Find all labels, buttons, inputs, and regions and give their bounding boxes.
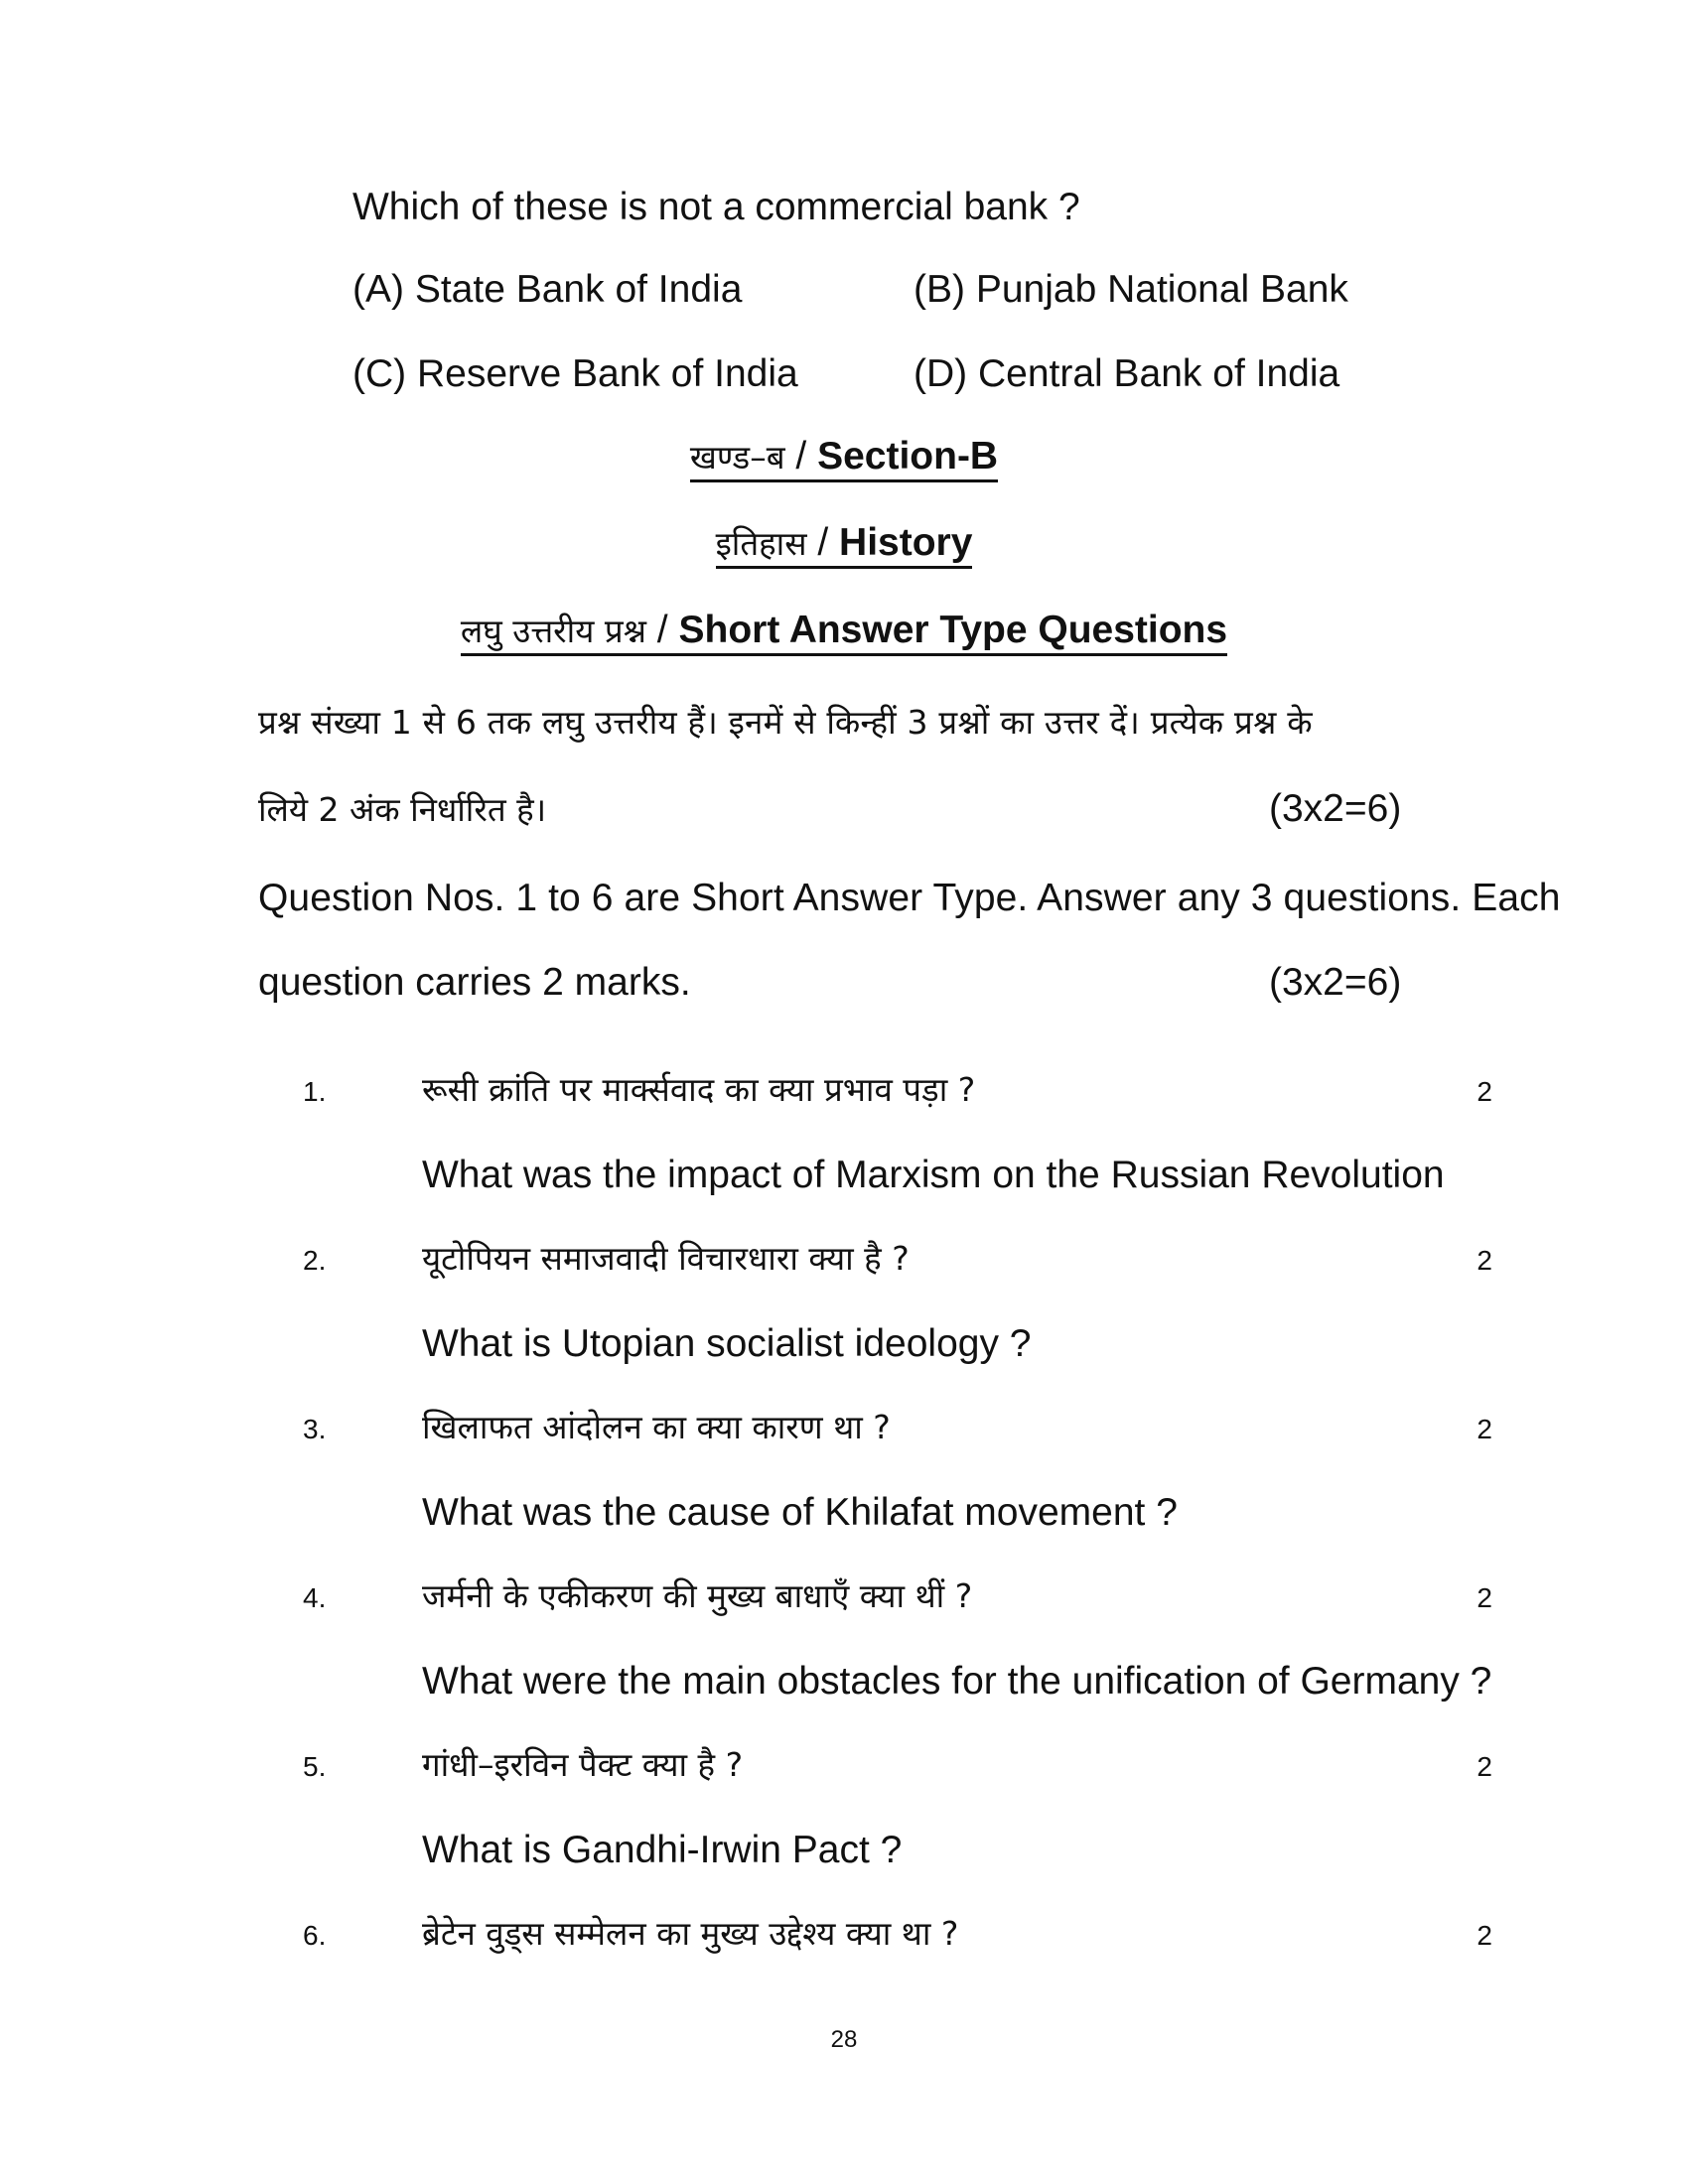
instructions-english-line1: Question Nos. 1 to 6 are Short Answer Type. Answer any 3 questions. Each [258,877,1561,919]
mcq-option-a: (A) State Bank of India [352,268,743,311]
question-hindi: जर्मनी के एकीकरण की मुख्य बाधाएँ क्या थीं ? [422,1576,973,1615]
question-english: What were the main obstacles for the unification of Germany ? [422,1660,1492,1703]
instructions-english-marks: (3x2=6) [1269,961,1402,1004]
question-english: What was the impact of Marxism on the Russian Revolution [422,1154,1445,1196]
heading-separator: / [806,521,840,564]
question-hindi: यूटोपियन समाजवादी विचारधारा क्या है ? [422,1239,910,1278]
subject-heading-hindi: इतिहास [715,524,807,563]
heading-separator: / [645,609,679,651]
question-marks: 2 [1477,1414,1492,1444]
instructions-hindi-marks: (3x2=6) [1269,787,1402,830]
question-marks: 2 [1477,1076,1492,1107]
mcq-question: Which of these is not a commercial bank ? [352,186,1080,228]
question-hindi: ब्रेटेन वुड्स सम्मेलन का मुख्य उद्देश्य क्या था ? [422,1914,959,1953]
question-marks: 2 [1477,1582,1492,1613]
heading-separator: / [784,435,818,478]
question-hindi: रूसी क्रांति पर मार्क्सवाद का क्या प्रभाव पड़ा ? [422,1070,976,1109]
mcq-option-b: (B) Punjab National Bank [914,268,1348,311]
question-type-heading [0,611,1688,649]
question-number: 5. [303,1751,327,1782]
section-heading [0,437,1688,476]
question-number: 1. [303,1076,327,1107]
question-number: 2. [303,1245,327,1276]
question-marks: 2 [1477,1245,1492,1276]
question-marks: 2 [1477,1920,1492,1951]
subject-heading [0,523,1688,562]
subject-heading-english: History [839,521,973,564]
question-type-heading-hindi: लघु उत्तरीय प्रश्न [460,612,646,650]
mcq-option-c: (C) Reserve Bank of India [352,352,798,395]
section-heading-hindi: खण्ड–ब [689,438,785,477]
question-english: What is Utopian socialist ideology ? [422,1322,1032,1365]
question-number: 3. [303,1414,327,1444]
question-english: What was the cause of Khilafat movement ? [422,1491,1178,1534]
instructions-english-line2: question carries 2 marks. [258,961,691,1004]
instructions-hindi-line1: प्रश्न संख्या 1 से 6 तक लघु उत्तरीय हैं। इनमें से किन्हीं 3 प्रश्नों का उत्तर दें। प्रत्येक प्रश्न के [258,703,1313,742]
question-hindi: गांधी–इरविन पैक्ट क्या है ? [422,1745,744,1784]
question-marks: 2 [1477,1751,1492,1782]
question-number: 6. [303,1920,327,1951]
question-hindi: खिलाफत आंदोलन का क्या कारण था ? [422,1408,891,1446]
instructions-hindi-line2: लिये 2 अंक निर्धारित है। [258,790,547,829]
mcq-option-d: (D) Central Bank of India [914,352,1340,395]
question-type-heading-english: Short Answer Type Questions [678,609,1228,651]
question-number: 4. [303,1582,327,1613]
section-heading-english: Section-B [817,435,999,478]
question-english: What is Gandhi-Irwin Pact ? [422,1829,903,1871]
page-number: 28 [830,2026,858,2053]
